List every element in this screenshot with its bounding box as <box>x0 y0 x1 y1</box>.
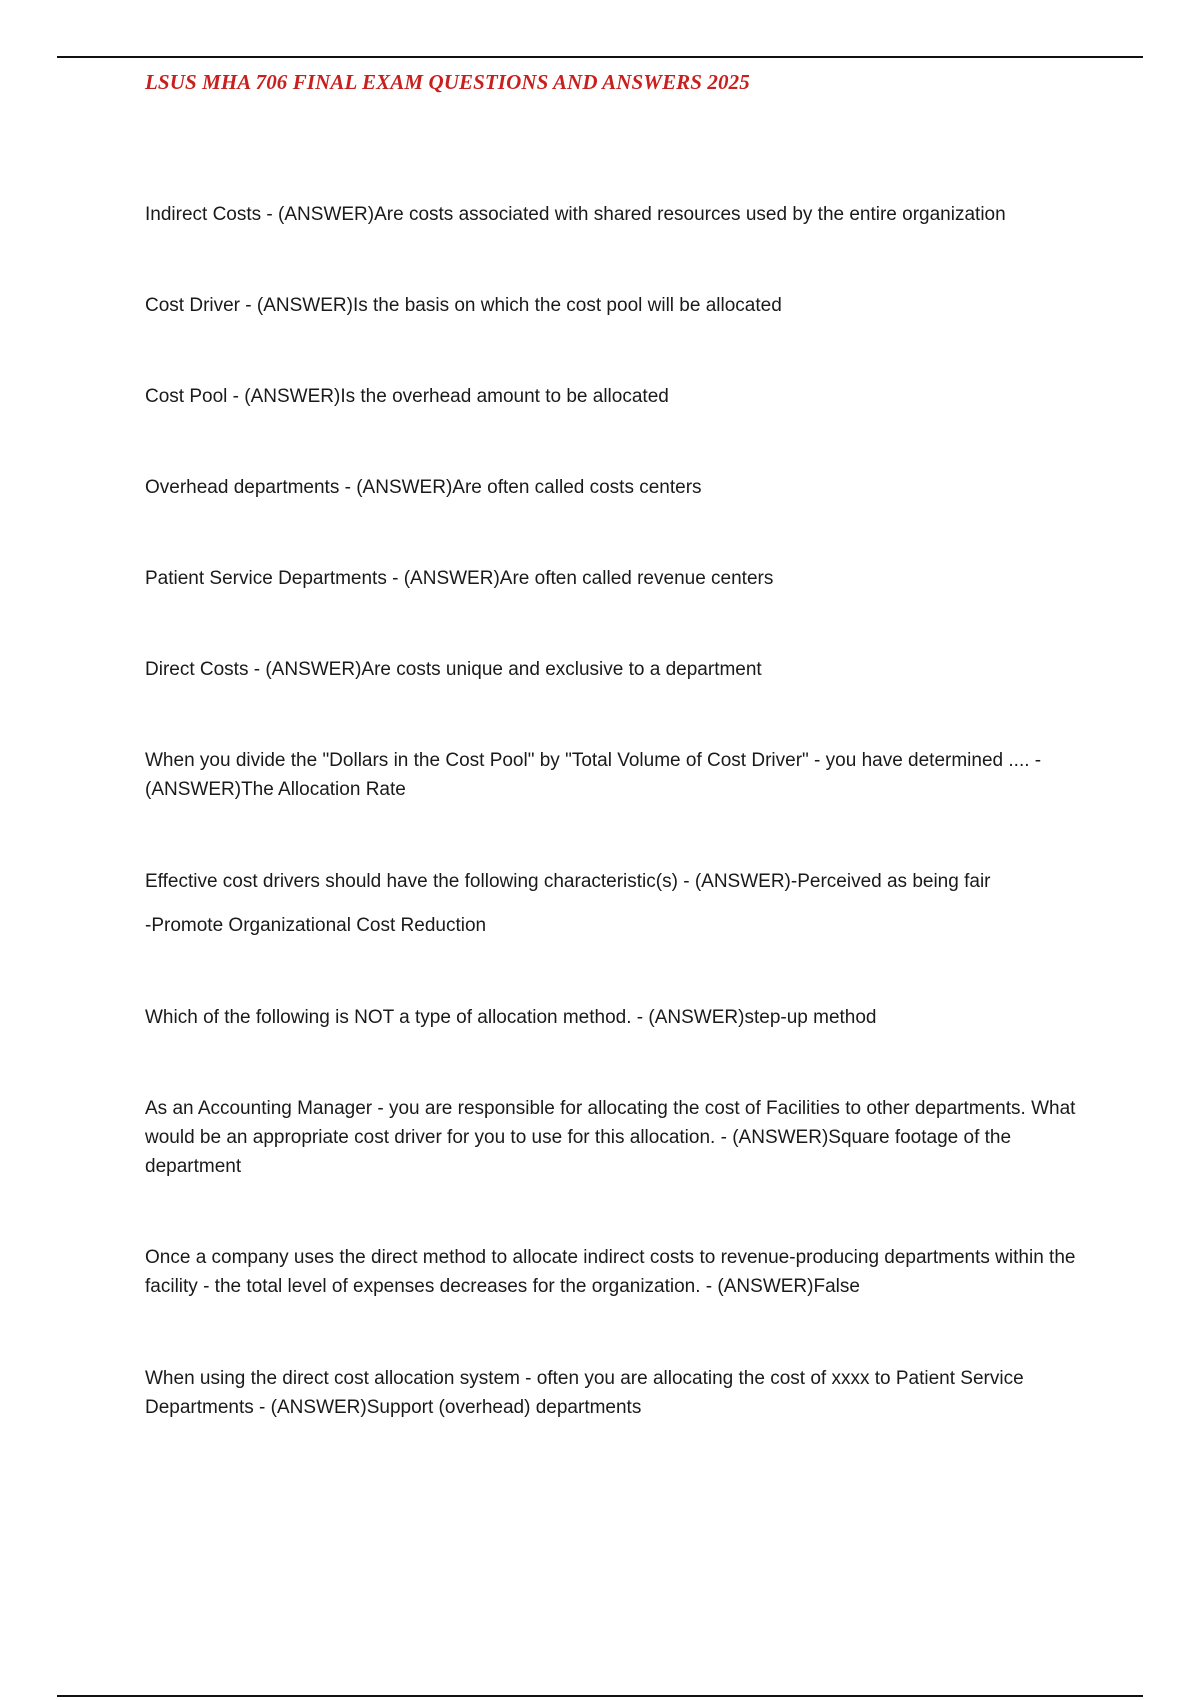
qa-entry <box>145 1243 1095 1301</box>
answer-text: Square footage of the department <box>145 1127 1012 1177</box>
qa-entry <box>145 382 1095 411</box>
qa-line <box>145 867 1095 896</box>
answer-marker: (ANSWER) <box>356 477 453 498</box>
answer-marker: (ANSWER) <box>244 386 341 407</box>
qa-line <box>145 291 1095 320</box>
qa-entry <box>145 473 1095 502</box>
separator: - <box>339 477 357 498</box>
qa-line <box>145 655 1095 684</box>
separator: - <box>386 568 404 589</box>
separator: - <box>227 386 245 407</box>
separator: - <box>261 204 279 225</box>
footer-rule <box>57 1695 1143 1697</box>
answer-text: Is the basis on which the cost pool will be allocated <box>352 295 782 316</box>
answer-text: False <box>813 1276 860 1297</box>
question-text: When using the direct cost allocation system - often you are allocating the cost of xxxx to Patient Service Departments <box>145 1368 1024 1418</box>
qa-entry <box>145 564 1095 593</box>
answer-marker: (ANSWER) <box>732 1127 829 1148</box>
question-text: Cost Pool <box>145 386 228 407</box>
separator: - <box>1029 750 1042 771</box>
separator: - <box>253 1397 271 1418</box>
question-text: Once a company uses the direct method to allocate indirect costs to revenue-producing departments within the facility - the total level of expenses decreases for the organization. <box>145 1247 1076 1297</box>
qa-entry <box>145 200 1095 229</box>
document-title: LSUS MHA 706 FINAL EXAM QUESTIONS AND ANSWERS 2025 <box>145 70 750 94</box>
question-text: Patient Service Departments <box>145 568 387 589</box>
answer-marker: (ANSWER) <box>278 204 375 225</box>
answer-text: Support (overhead) departments <box>366 1397 642 1418</box>
answer-text: The Allocation Rate <box>241 779 406 800</box>
qa-entry <box>145 1364 1095 1422</box>
separator: - <box>248 659 266 680</box>
qa-line <box>145 382 1095 411</box>
qa-line <box>145 746 1095 804</box>
separator: - <box>240 295 257 316</box>
answer-marker: (ANSWER) <box>265 659 362 680</box>
separator: - <box>677 871 695 892</box>
answer-marker: (ANSWER) <box>270 1397 367 1418</box>
answer-marker: (ANSWER) <box>403 568 500 589</box>
separator: - <box>700 1276 718 1297</box>
question-text: Direct Costs <box>145 659 249 680</box>
answer-marker: (ANSWER) <box>694 871 791 892</box>
answer-marker: (ANSWER) <box>648 1007 745 1028</box>
qa-entry <box>145 1094 1095 1181</box>
question-text: Which of the following is NOT a type of allocation method. <box>145 1007 632 1028</box>
answer-continuation: -Promote Organizational Cost Reduction <box>145 915 487 936</box>
answer-text: Are costs associated with shared resources used by the entire organization <box>374 204 1006 225</box>
answer-text: Are often called costs centers <box>452 477 702 498</box>
qa-line <box>145 1003 1095 1032</box>
question-text: Cost Driver <box>145 295 241 316</box>
answer-text: step-up method <box>744 1007 877 1028</box>
qa-entry <box>145 291 1095 320</box>
answer-text: Is the overhead amount to be allocated <box>340 386 669 407</box>
qa-line <box>145 564 1095 593</box>
qa-line <box>145 1094 1095 1181</box>
qa-entry <box>145 746 1095 804</box>
qa-line <box>145 1364 1095 1422</box>
answer-text: Are often called revenue centers <box>499 568 774 589</box>
qa-line <box>145 473 1095 502</box>
answer-text: -Perceived as being fair <box>790 871 991 892</box>
header-rule <box>57 56 1143 58</box>
answer-text: Are costs unique and exclusive to a department <box>361 659 762 680</box>
answer-marker: (ANSWER) <box>717 1276 814 1297</box>
qa-entry <box>145 655 1095 684</box>
separator: - <box>631 1007 649 1028</box>
answer-marker: (ANSWER) <box>256 295 353 316</box>
answer-marker: (ANSWER) <box>145 779 242 800</box>
question-text: As an Accounting Manager - you are responsible for allocating the cost of Facilities to other departments. What would be an appropriate cost driver for you to use for this allocation. <box>145 1098 1076 1148</box>
question-text: Overhead departments <box>145 477 340 498</box>
qa-entry <box>145 1003 1095 1032</box>
question-text: Effective cost drivers should have the following characteristic(s) <box>145 871 678 892</box>
separator: - <box>715 1127 733 1148</box>
question-text: Indirect Costs <box>145 204 262 225</box>
qa-entry <box>145 867 1095 940</box>
question-text: When you divide the "Dollars in the Cost Pool" by "Total Volume of Cost Driver" - you have determined .... <box>145 750 1030 771</box>
qa-line <box>145 1243 1095 1301</box>
qa-line <box>145 200 1095 229</box>
